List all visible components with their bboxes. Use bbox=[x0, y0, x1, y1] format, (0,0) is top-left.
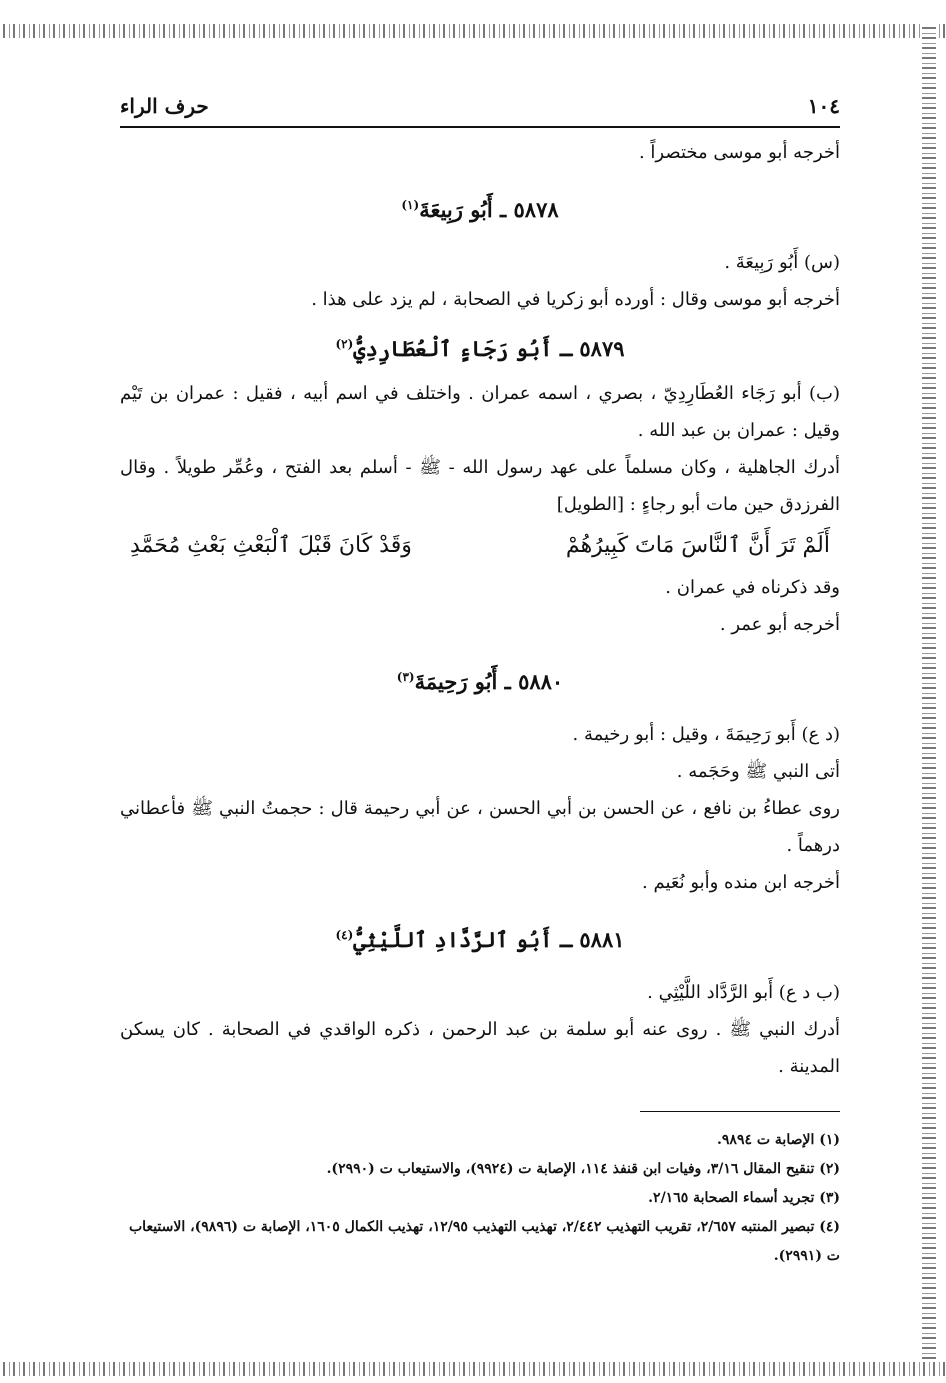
footnote-3: (٣) تجريد أسماء الصحابة ٢/١٦٥. bbox=[648, 1190, 840, 1206]
paragraph: أتى النبي ﷺ وحَجَمه . bbox=[676, 761, 840, 782]
footnote-ref: (٤) bbox=[335, 928, 354, 942]
paragraph: (ب) أبو رَجَاء العُطَارِدِيّ ، بصري ، اسمه عمران . واختلف في اسم أبيه ، فقيل : عمران بن تَيْم وقيل : عمران بن عبد الله . bbox=[120, 383, 840, 441]
paragraph: (ب د ع) أَبو الرَّدَّاد اللَّيْثِي . bbox=[647, 982, 840, 1003]
footnote-separator bbox=[640, 1111, 840, 1112]
running-head bbox=[120, 90, 840, 128]
page-content bbox=[120, 90, 840, 1271]
right-ornamental-border bbox=[922, 24, 936, 1376]
paragraph: أدرك النبي ﷺ . روى عنه أبو سلمة بن عبد الرحمن ، ذكره الواقدي في الصحابة . كان يسكن المدينة . bbox=[120, 1019, 840, 1077]
entry-title-text: ٥٨٨١ ـ أَبُو ٱلرَّدَّادِ ٱللَّيْثِيُّ bbox=[353, 927, 625, 952]
entry-title-text: ٥٨٧٩ ـ أَبُو رَجَاءٍ ٱلْعُطَارِدِيُّ bbox=[353, 336, 625, 361]
footnote-ref: (٢) bbox=[335, 337, 354, 351]
paragraph: أخرجه أبو موسى وقال : أورده أبو زكريا في الصحابة ، لم يزد على هذا . bbox=[311, 289, 840, 310]
paragraph: (د ع) أَبو رَحِيمَةَ ، وقيل : أبو رخيمة . bbox=[572, 724, 840, 745]
entry-title-5879 bbox=[120, 320, 840, 373]
paragraph: روى عطاءُ بن نافع ، عن الحسن بن أبي الحسن ، عن أبي رحيمة قال : حجمتُ النبي ﷺ فأعطاني درهماً . bbox=[120, 798, 840, 856]
footnote-ref: (١) bbox=[401, 198, 420, 212]
paragraph: أدرك الجاهلية ، وكان مسلماً على عهد رسول الله - ﷺ - أسلم بعد الفتح ، وعُمِّر طويلاً . وقال الفرزدق حين مات أبو رجاءٍ : [الطويل] bbox=[120, 457, 840, 515]
footnote-1: (١) الإصابة ت ٩٨٩٤. bbox=[717, 1132, 840, 1148]
section-title: حرف الراء bbox=[120, 94, 209, 118]
entry-title-5881 bbox=[120, 911, 840, 964]
bottom-ornamental-border bbox=[0, 1362, 946, 1376]
poem-hemistich-second: وَقَدْ كَانَ قَبْلَ ٱلْبَعْثِ بَعْثِ مُحَمَّدِ bbox=[130, 533, 412, 558]
entry-title-text: ٥٨٧٨ ـ أَبُو رَبِيعَةَ bbox=[419, 197, 559, 222]
footnote-2: (٢) تنقيح المقال ٣/١٦، وفيات ابن قنفذ ١١٤، الإصابة ت (٩٩٢٤)، والاستيعاب ت (٢٩٩٠). bbox=[326, 1161, 840, 1177]
entry-title-5878 bbox=[120, 181, 840, 234]
footnote-ref: (٣) bbox=[396, 670, 415, 684]
paragraph: (س) أَبُو رَبِيعَةَ . bbox=[724, 252, 840, 273]
footnote-4: (٤) تبصير المنتبه ٢/٦٥٧، تقريب التهذيب ٢/٤٤٢، تهذيب التهذيب ١٢/٩٥، تهذيب الكمال ١٦٠٥، الإصابة ت (٩٨٩٦)، الاستيعاب ت (٢٩٩١). bbox=[129, 1219, 840, 1264]
poem-hemistich-first: أَلَمْ تَرَ أَنَّ ٱلنَّاسَ مَاتَ كَبِيرُهُمْ bbox=[565, 533, 830, 558]
paragraph: أخرجه ابن منده وأبو نُعَيم . bbox=[642, 872, 840, 893]
poem-verse bbox=[120, 523, 840, 569]
page-number: ١٠٤ bbox=[807, 94, 840, 118]
paragraph: أخرجه أبو موسى مختصراً . bbox=[638, 142, 840, 163]
paragraph: وقد ذكرناه في عمران . bbox=[665, 577, 840, 598]
entry-title-5880 bbox=[120, 653, 840, 706]
paragraph: أخرجه أبو عمر . bbox=[719, 614, 840, 635]
entry-title-text: ٥٨٨٠ ـ أَبُو رَحِيمَةَ bbox=[414, 669, 564, 694]
top-ornamental-border bbox=[0, 24, 946, 38]
